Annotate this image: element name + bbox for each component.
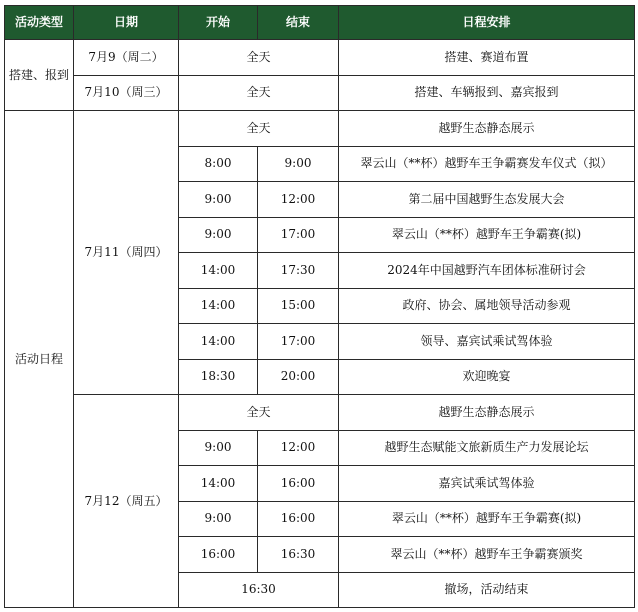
start-time-cell: 9:00	[179, 430, 258, 466]
agenda-cell: 越野生态静态展示	[339, 111, 635, 147]
header-end: 结束	[258, 6, 339, 40]
agenda-cell: 越野生态赋能文旅新质生产力发展论坛	[339, 430, 635, 466]
end-time-cell: 17:00	[258, 324, 339, 360]
date-cell: 7月10（周三）	[74, 75, 179, 111]
time-cell: 全天	[179, 75, 339, 111]
agenda-cell: 欢迎晚宴	[339, 359, 635, 395]
end-time-cell: 17:30	[258, 253, 339, 289]
time-cell: 16:30	[179, 572, 339, 608]
agenda-cell: 翠云山（**杯）越野车王争霸赛发车仪式（拟）	[339, 146, 635, 182]
agenda-cell: 搭建、赛道布置	[339, 40, 635, 76]
activity-type-schedule: 活动日程	[5, 111, 74, 608]
end-time-cell: 12:00	[258, 430, 339, 466]
agenda-cell: 2024年中国越野汽车团体标准研讨会	[339, 253, 635, 289]
start-time-cell: 9:00	[179, 217, 258, 253]
time-cell: 全天	[179, 111, 339, 147]
start-time-cell: 9:00	[179, 501, 258, 537]
table-row	[5, 395, 635, 431]
end-time-cell: 17:00	[258, 217, 339, 253]
schedule-table	[4, 5, 635, 608]
agenda-cell: 越野生态静态展示	[339, 395, 635, 431]
table-row	[5, 75, 635, 111]
time-cell: 全天	[179, 40, 339, 76]
end-time-cell: 15:00	[258, 288, 339, 324]
start-time-cell: 18:30	[179, 359, 258, 395]
agenda-cell: 撤场，活动结束	[339, 572, 635, 608]
agenda-cell: 搭建、车辆报到、嘉宾报到	[339, 75, 635, 111]
start-time-cell: 14:00	[179, 466, 258, 502]
agenda-cell: 政府、协会、属地领导活动参观	[339, 288, 635, 324]
date-cell: 7月11（周四）	[74, 111, 179, 395]
date-cell: 7月12（周五）	[74, 395, 179, 608]
agenda-cell: 第二届中国越野生态发展大会	[339, 182, 635, 218]
agenda-cell: 翠云山（**杯）越野车王争霸赛(拟)	[339, 501, 635, 537]
activity-type-setup: 搭建、报到	[5, 40, 74, 111]
date-cell: 7月9（周二）	[74, 40, 179, 76]
time-cell: 全天	[179, 395, 339, 431]
table-row	[5, 40, 635, 76]
header-activity-type: 活动类型	[5, 6, 74, 40]
end-time-cell: 16:00	[258, 466, 339, 502]
header-date: 日期	[74, 6, 179, 40]
header-start: 开始	[179, 6, 258, 40]
header-row	[5, 6, 635, 40]
start-time-cell: 14:00	[179, 324, 258, 360]
end-time-cell: 16:30	[258, 537, 339, 573]
header-agenda: 日程安排	[339, 6, 635, 40]
agenda-cell: 领导、嘉宾试乘试驾体验	[339, 324, 635, 360]
start-time-cell: 9:00	[179, 182, 258, 218]
start-time-cell: 14:00	[179, 288, 258, 324]
table-row	[5, 111, 635, 147]
agenda-cell: 翠云山（**杯）越野车王争霸赛颁奖	[339, 537, 635, 573]
agenda-cell: 翠云山（**杯）越野车王争霸赛(拟)	[339, 217, 635, 253]
end-time-cell: 20:00	[258, 359, 339, 395]
end-time-cell: 12:00	[258, 182, 339, 218]
end-time-cell: 16:00	[258, 501, 339, 537]
end-time-cell: 9:00	[258, 146, 339, 182]
start-time-cell: 16:00	[179, 537, 258, 573]
start-time-cell: 8:00	[179, 146, 258, 182]
agenda-cell: 嘉宾试乘试驾体验	[339, 466, 635, 502]
start-time-cell: 14:00	[179, 253, 258, 289]
